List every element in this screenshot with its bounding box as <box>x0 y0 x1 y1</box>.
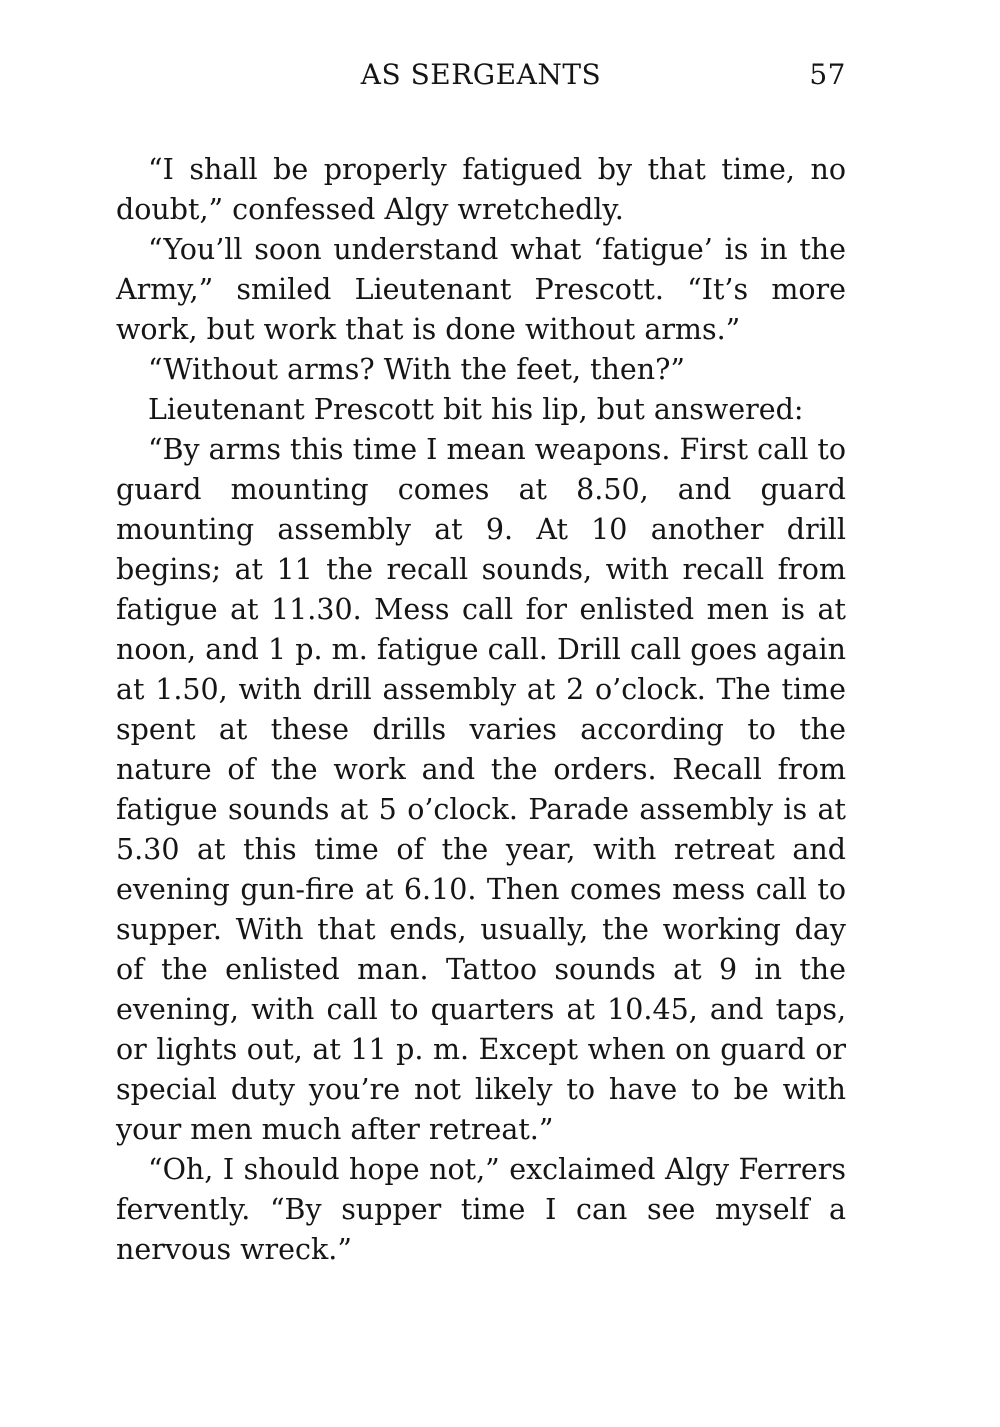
paragraph: Lieutenant Prescott bit his lip, but answered: <box>148 393 804 426</box>
paragraph: “Oh, I should hope not,” exclaimed Algy Ferrers fervently. “By supper time I can see myself a nervous wreck.” <box>116 1153 846 1266</box>
paragraph: “You’ll soon understand what ‘fatigue’ is in the Army,” smiled Lieutenant Prescott. “It’s more work, but work that is done without arms.” <box>116 233 846 346</box>
paragraph: “I shall be properly fatigued by that time, no doubt,” confessed Algy wretchedly. <box>116 153 846 226</box>
running-head <box>116 52 846 102</box>
running-title: AS SERGEANTS <box>360 58 602 91</box>
page-number: 57 <box>809 58 846 91</box>
paragraph: “Without arms? With the feet, then?” <box>148 353 685 386</box>
paragraph: “By arms this time I mean weapons. First call to guard mounting comes at 8.50, and guard mounting assembly at 9. At 10 another drill begins; at 11 the recall sounds, with recall from fatigue at 11.30. Mess call for enlisted men is at noon, and 1 p. m. fatigue call. Drill call goes again at 1.50, with drill assembly at 2 o’clock. The time spent at these drills varies according to the nature of the work and the orders. Recall from fatigue sounds at 5 o’clock. Parade assembly is at 5.30 at this time of the year, with retreat and evening gun-fire at 6.10. Then comes mess call to supper. With that ends, usually, the working day of the enlisted man. Tattoo sounds at 9 in the evening, with call to quarters at 10.45, and taps, or lights out, at 11 p. m. Except when on guard or special duty you’re not likely to have to be with your men much after retreat.” <box>116 433 846 1146</box>
body-text <box>116 150 846 1270</box>
book-page <box>116 52 846 1270</box>
